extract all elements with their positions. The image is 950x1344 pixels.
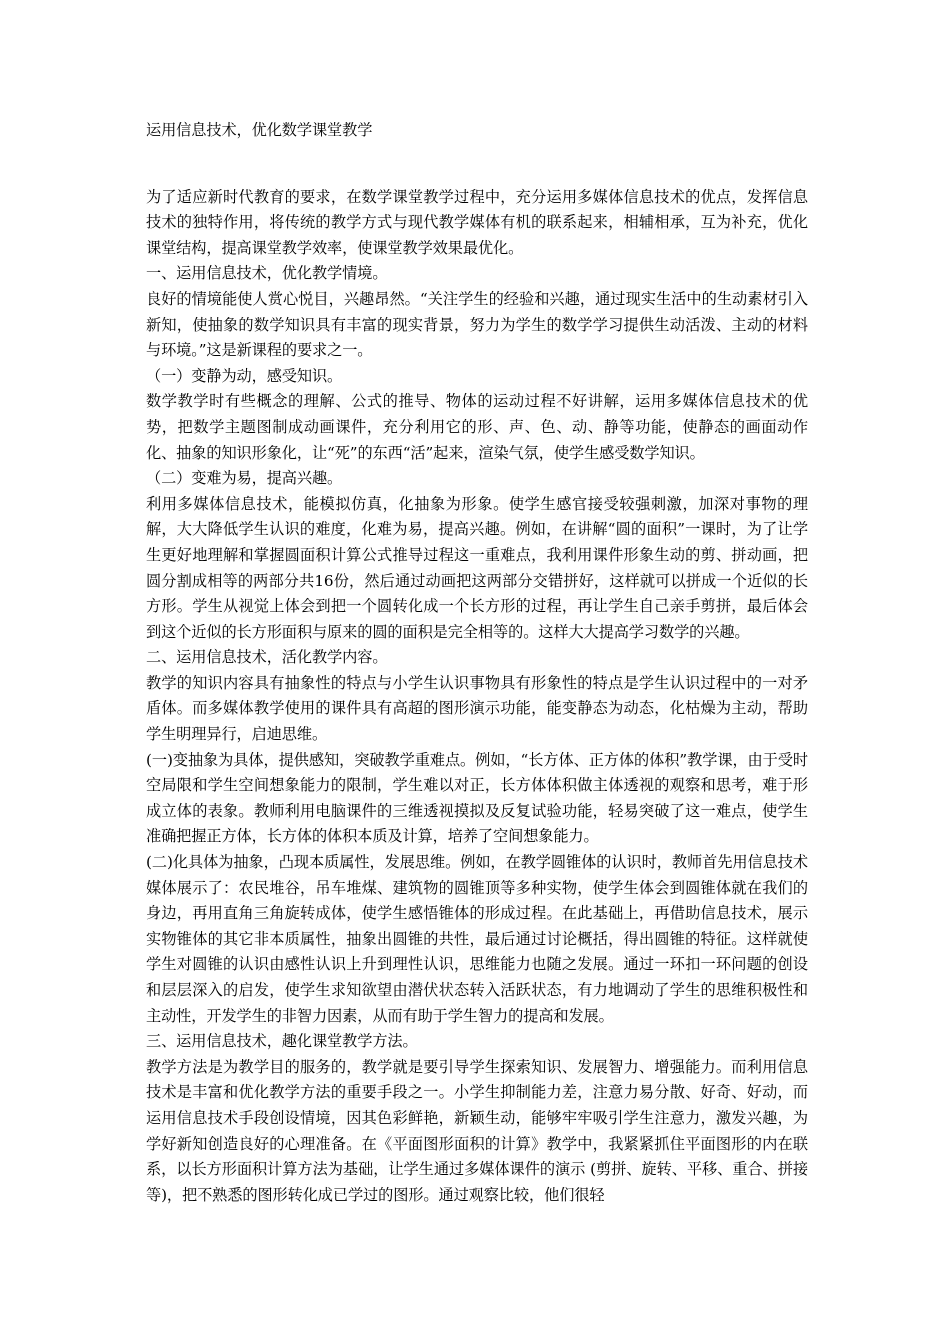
section-heading-2: 二、运用信息技术，活化教学内容。 <box>146 648 388 667</box>
paragraph-1: 良好的情境能使人赏心悦目，兴趣昂然。“关注学生的经验和兴趣，通过现实生活中的生动素材引入新知，使抽象的数学知识具有丰富的现实背景，努力为学生的数学学习提供生动活泼、主动的材料与环境。”这是新课程的要求之一。 <box>146 289 808 360</box>
paragraph-2-2: (二)化具体为抽象，凸现本质属性，发展思维。例如，在教学圆锥体的认识时，教师首先用信息技术媒体展示了：农民堆谷，吊车堆煤、建筑物的圆锥顶等多种实物，使学生体会到圆锥体就在我们的身边，再用直角三角旋转成体，使学生感悟锥体的形成过程。在此基础上，再借助信息技术，展示实物锥体的其它非本质属性，抽象出圆锥的共性，最后通过讨论概括，得出圆锥的特征。这样就使学生对圆锥的认识由感性认识上升到理性认识，思维能力也随之发展。通过一环扣一环问题的创设和层层深入的启发，使学生求知欲望由潜伏状态转入活跃状态，有力地调动了学生的思维积极性和主动性，开发学生的非智力因素，从而有助于学生智力的提高和发展。 <box>146 853 808 1025</box>
subheading-1-1: （一）变静为动，感受知识。 <box>146 366 343 385</box>
document-body <box>146 118 808 1208</box>
paragraph-2: 教学的知识内容具有抽象性的特点与小学生认识事物具有形象性的特点是学生认识过程中的一对矛盾体。而多媒体教学使用的课件具有高超的图形演示功能，能变静态为动态，化枯燥为主动，帮助学生明理异行，启迪思维。 <box>146 673 808 744</box>
subheading-1-2: （二）变难为易，提高兴趣。 <box>146 469 343 488</box>
paragraph-1-2: 利用多媒体信息技术，能模拟仿真，化抽象为形象。使学生感官接受较强刺激，加深对事物的理解，大大降低学生认识的难度，化难为易，提高兴趣。例如，在讲解“圆的面积”一课时，为了让学生更好地理解和掌握圆面积计算公式推导过程这一重难点，我利用课件形象生动的剪、拼动画，把圆分割成相等的两部分共16份，然后通过动画把这两部分交错拼好，这样就可以拼成一个近似的长方形。学生从视觉上体会到把一个圆转化成一个长方形的过程，再让学生自己亲手剪拼，最后体会到这个近似的长方形面积与原来的圆的面积是完全相等的。这样大大提高学习数学的兴趣。 <box>146 494 808 641</box>
paragraph-2-1: (一)变抽象为具体，提供感知，突破教学重难点。例如，“长方体、正方体的体积”教学课，由于受时空局限和学生空间想象能力的限制，学生难以对正，长方体体积做主体透视的观察和思考，难于形成立体的表象。教师利用电脑课件的三维透视摸拟及反复试验功能，轻易突破了这一难点，使学生准确把握正方体，长方体的体积本质及计算，培养了空间想象能力。 <box>146 750 808 846</box>
paragraph-3: 教学方法是为教学目的服务的，教学就是要引导学生探索知识、发展智力、增强能力。而利用信息技术是丰富和优化教学方法的重要手段之一。小学生抑制能力差，注意力易分散、好奇、好动，而运用信息技术手段创设情境，因其色彩鲜艳，新颖生动，能够牢牢吸引学生注意力，激发兴趣，为学好新知创造良好的心理准备。在《平面图形面积的计算》教学中，我紧紧抓住平面图形的内在联系，以长方形面积计算方法为基础，让学生通过多媒体课件的演示 (剪拼、旋转、平移、重合、拼接等)，把不熟悉的图形转化成已学过的图形。通过观察比较，他们很轻 <box>146 1057 808 1204</box>
document-title: 运用信息技术，优化数学课堂教学 <box>146 121 373 139</box>
paragraph-1-1: 数学教学时有些概念的理解、公式的推导、物体的运动过程不好讲解，运用多媒体信息技术的优势，把数学主题图制成动画课件，充分利用它的形、声、色、动、静等功能，使静态的画面动作化、抽象的知识形象化，让“死”的东西“活”起来，渲染气氛，使学生感受数学知识。 <box>146 392 808 462</box>
paragraph-intro: 为了适应新时代教育的要求，在数学课堂教学过程中，充分运用多媒体信息技术的优点，发挥信息技术的独特作用，将传统的教学方式与现代教学媒体有机的联系起来，相辅相承，互为补充，优化课堂结构，提高课堂教学效率，使课堂教学效果最优化。 <box>146 187 808 257</box>
section-heading-3: 三、运用信息技术，趣化课堂教学方法。 <box>146 1032 418 1051</box>
section-heading-1: 一、运用信息技术，优化教学情境。 <box>146 264 388 283</box>
